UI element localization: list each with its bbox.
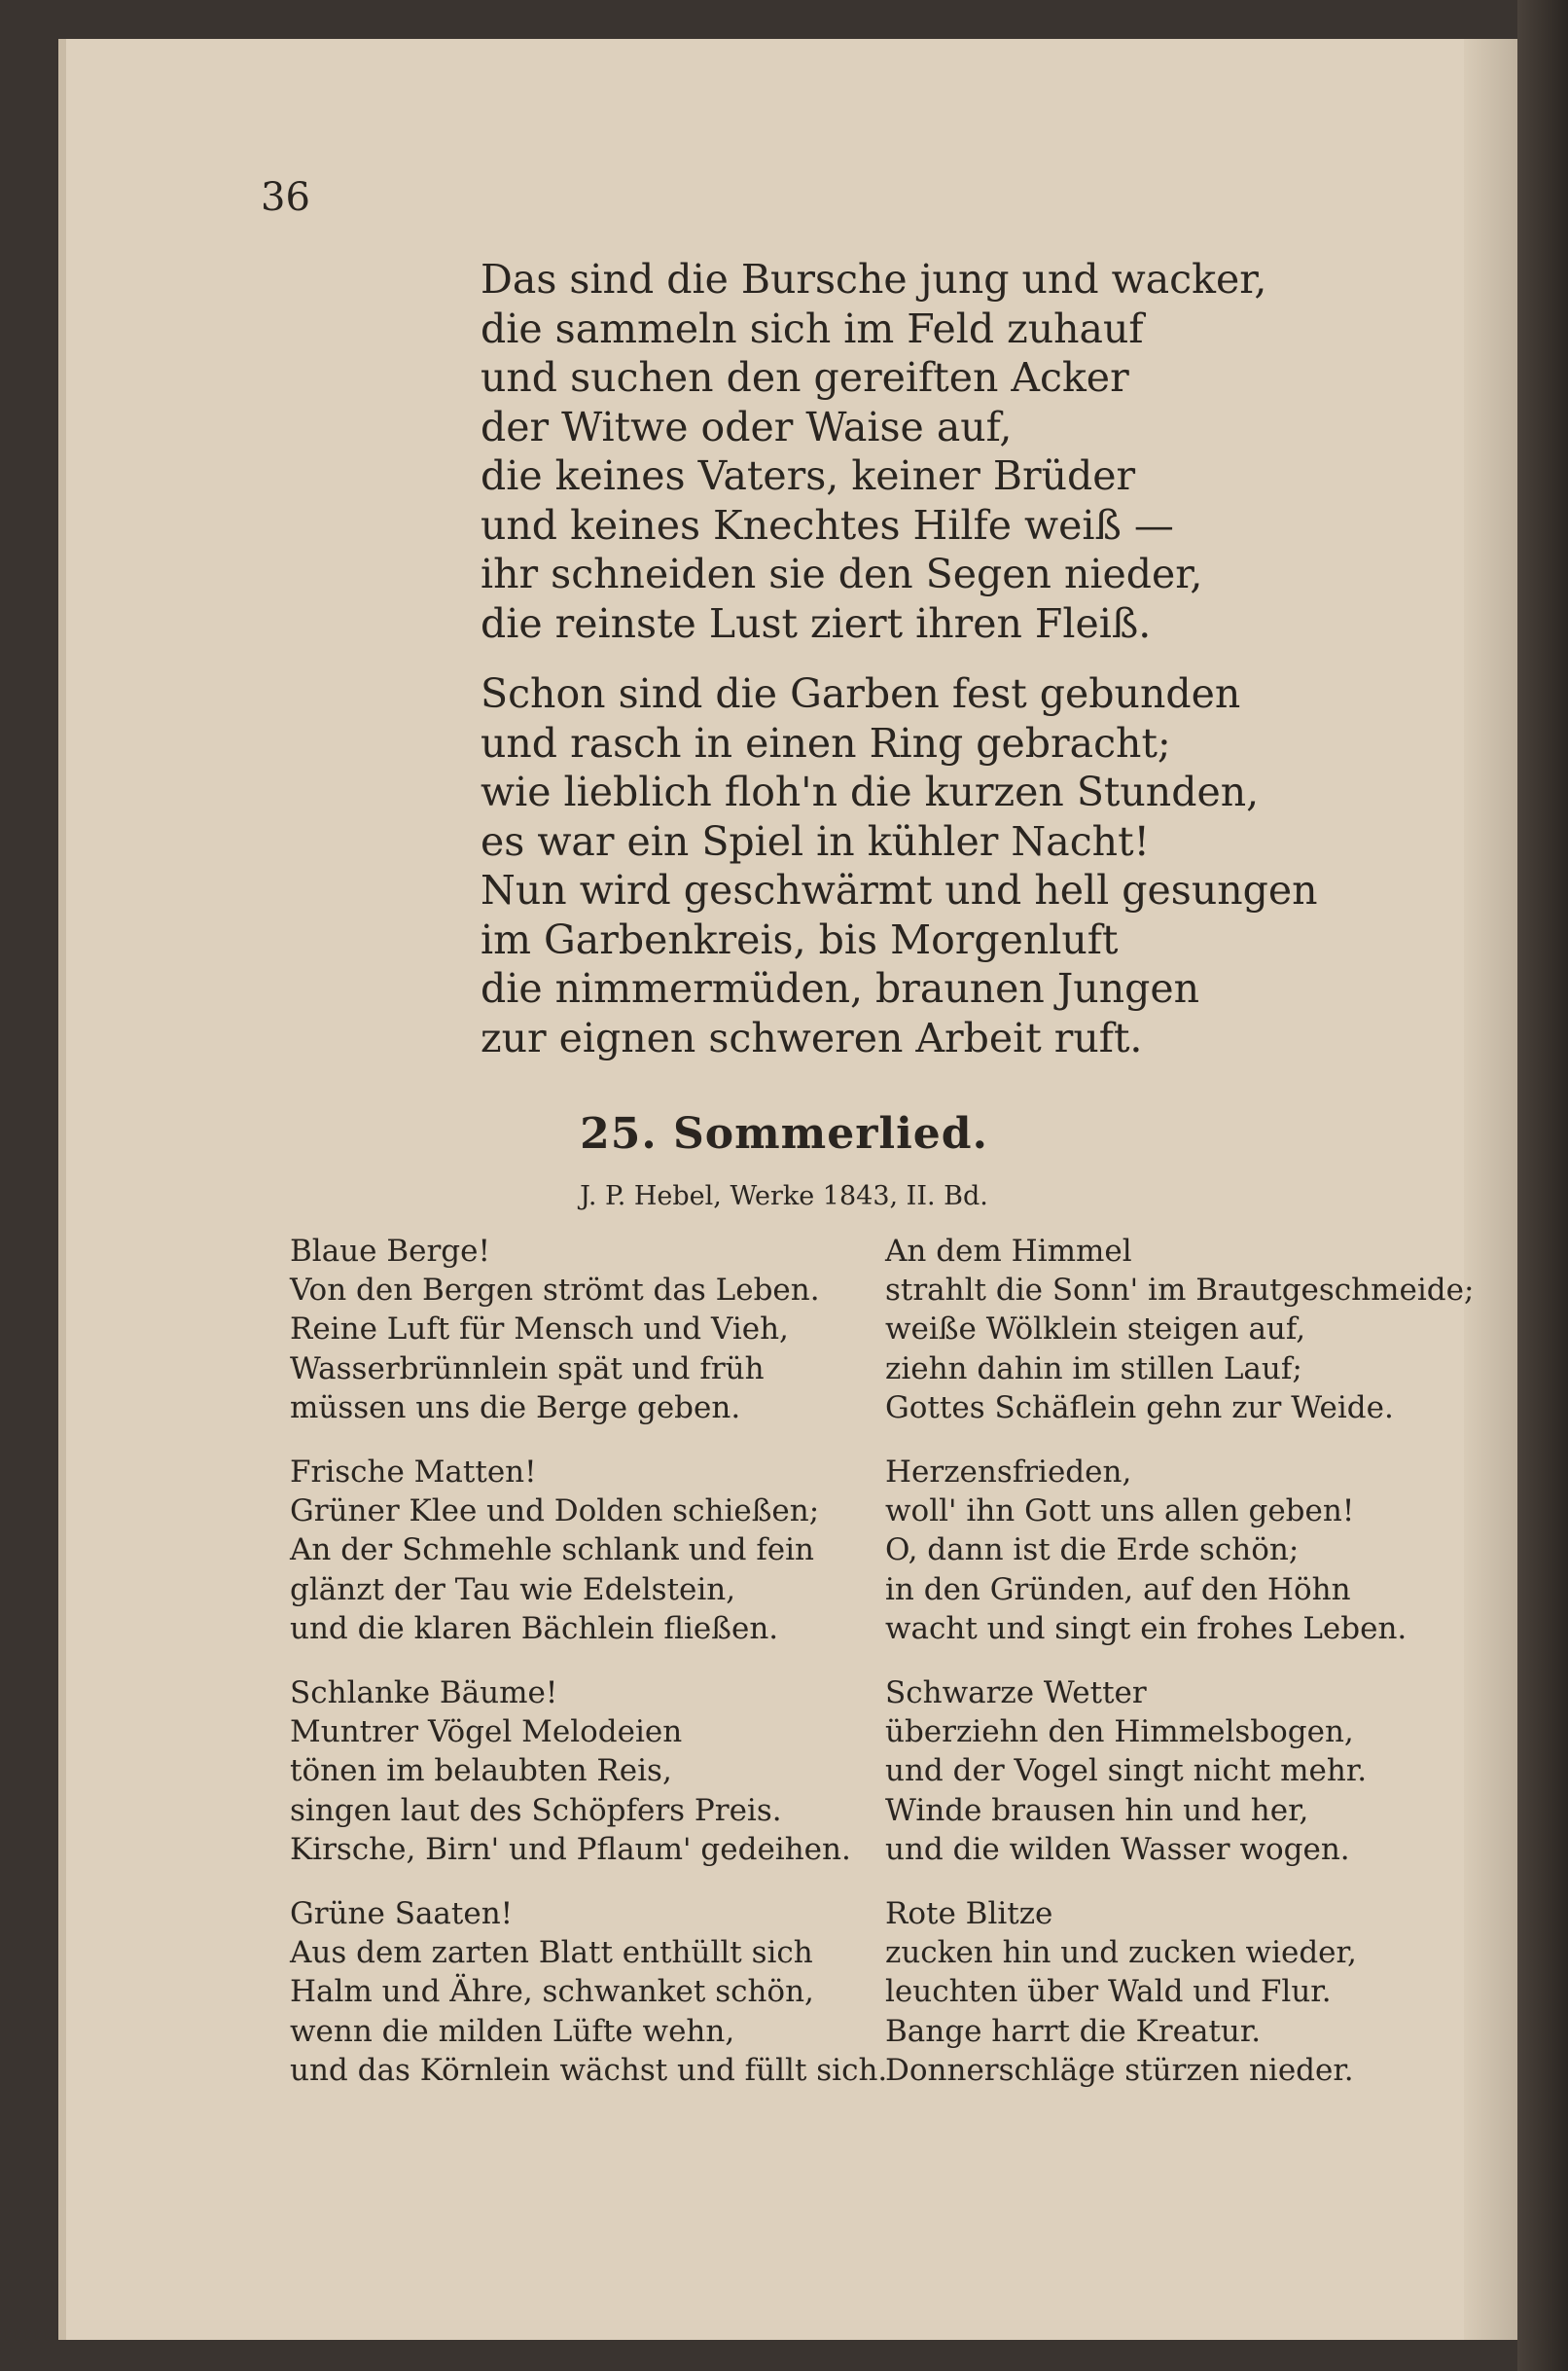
song-line: Reine Luft für Mensch und Vieh, [290, 1311, 789, 1347]
song-line: Schwarze Wetter [885, 1675, 1147, 1711]
poem-line: die reinste Lust ziert ihren Fleiß. [481, 599, 1152, 647]
song-line: Grüner Klee und Dolden schießen; [290, 1493, 820, 1529]
song-line: und das Körnlein wächst und füllt sich. [290, 2052, 888, 2088]
song-line: Gottes Schäflein gehn zur Weide. [885, 1389, 1394, 1425]
song-line: O, dann ist die Erde schön; [885, 1532, 1300, 1568]
song-line: Grüne Saaten! [290, 1896, 514, 1932]
poem-line: und rasch in einen Ring gebracht; [481, 719, 1171, 767]
song-stanza [885, 1673, 1474, 1869]
poem-line: zur eignen schweren Arbeit ruft. [481, 1014, 1143, 1061]
song-line: zucken hin und zucken wieder, [885, 1935, 1357, 1971]
song-line: Bange harrt die Kreatur. [885, 2013, 1262, 2049]
song-left-column [290, 1232, 887, 2090]
song-line: glänzt der Tau wie Edelstein, [290, 1571, 736, 1607]
poem-line: im Garbenkreis, bis Morgenluft [481, 916, 1119, 963]
song-line: und der Vogel singt nicht mehr. [885, 1753, 1368, 1789]
song-line: tönen im belaubten Reis, [290, 1753, 672, 1789]
song-line: Aus dem zarten Blatt enthüllt sich [290, 1935, 813, 1971]
song-line: überziehn den Himmelsbogen, [885, 1714, 1354, 1750]
poem-line: die sammeln sich im Feld zuhauf [481, 305, 1144, 352]
poem-line: es war ein Spiel in kühler Nacht! [481, 817, 1151, 865]
song-line: und die klaren Bächlein fließen. [290, 1610, 779, 1646]
song-stanza [885, 1232, 1474, 1427]
poem-line: Nun wird geschwärmt und hell gesungen [481, 867, 1318, 914]
poem-continuation [481, 255, 1318, 1062]
song-title: 25. Sommerlied. [580, 1109, 988, 1159]
song-line: Wasserbrünnlein spät und früh [290, 1350, 765, 1386]
song-line: Herzensfrieden, [885, 1455, 1132, 1491]
song-line: strahlt die Sonn' im Brautgeschmeide; [885, 1273, 1475, 1309]
song-line: und die wilden Wasser wogen. [885, 1831, 1350, 1867]
song-line: Blaue Berge! [290, 1234, 490, 1269]
song-stanza [290, 1673, 887, 1869]
poem-line: der Witwe oder Waise auf, [481, 403, 1013, 450]
poem-line: ihr schneiden sie den Segen nieder, [481, 551, 1203, 597]
song-line: ziehn dahin im stillen Lauf; [885, 1350, 1302, 1386]
poem-line: die nimmermüden, braunen Jungen [481, 965, 1200, 1012]
song-line: Von den Bergen strömt das Leben. [290, 1273, 820, 1309]
song-line: Rote Blitze [885, 1896, 1053, 1932]
song-line: An dem Himmel [885, 1234, 1132, 1269]
song-line: Kirsche, Birn' und Pflaum' gedeihen. [290, 1831, 851, 1867]
song-right-column [885, 1232, 1474, 2090]
page-number: 36 [261, 175, 310, 220]
song-stanza [885, 1894, 1474, 2090]
poem-line: wie lieblich floh'n die kurzen Stunden, [481, 769, 1260, 815]
poem-line: und keines Knechtes Hilfe weiß — [481, 501, 1174, 549]
song-source: J. P. Hebel, Werke 1843, II. Bd. [580, 1181, 988, 1211]
song-line: weiße Wölklein steigen auf, [885, 1311, 1306, 1347]
poem-line: und suchen den gereiften Acker [481, 354, 1129, 401]
poem-stanza-2 [481, 669, 1318, 1062]
song-stanza [290, 1894, 887, 2090]
song-line: Frische Matten! [290, 1455, 537, 1491]
song-line: leuchten über Wald und Flur. [885, 1974, 1332, 2010]
song-line: An der Schmehle schlank und fein [290, 1532, 815, 1568]
song-line: singen laut des Schöpfers Preis. [290, 1792, 782, 1828]
song-line: Schlanke Bäume! [290, 1675, 558, 1711]
song-line: wenn die milden Lüfte wehn, [290, 2013, 735, 2049]
song-line: müssen uns die Berge geben. [290, 1389, 741, 1425]
poem-line: Schon sind die Garben fest gebunden [481, 670, 1241, 717]
song-line: Muntrer Vögel Melodeien [290, 1714, 683, 1750]
song-stanza [290, 1453, 887, 1648]
song-stanza [290, 1232, 887, 1427]
song-line: woll' ihn Gott uns allen geben! [885, 1493, 1355, 1529]
song-line: Halm und Ähre, schwanket schön, [290, 1974, 814, 2010]
song-stanza [885, 1453, 1474, 1648]
poem-line: die keines Vaters, keiner Brüder [481, 452, 1136, 499]
poem-line: Das sind die Bursche jung und wacker, [481, 256, 1267, 303]
song-line: Donnerschläge stürzen nieder. [885, 2052, 1354, 2088]
song-line: wacht und singt ein frohes Leben. [885, 1610, 1408, 1646]
song-line: in den Gründen, auf den Höhn [885, 1571, 1351, 1607]
song-line: Winde brausen hin und her, [885, 1792, 1309, 1828]
poem-stanza-1 [481, 255, 1318, 648]
